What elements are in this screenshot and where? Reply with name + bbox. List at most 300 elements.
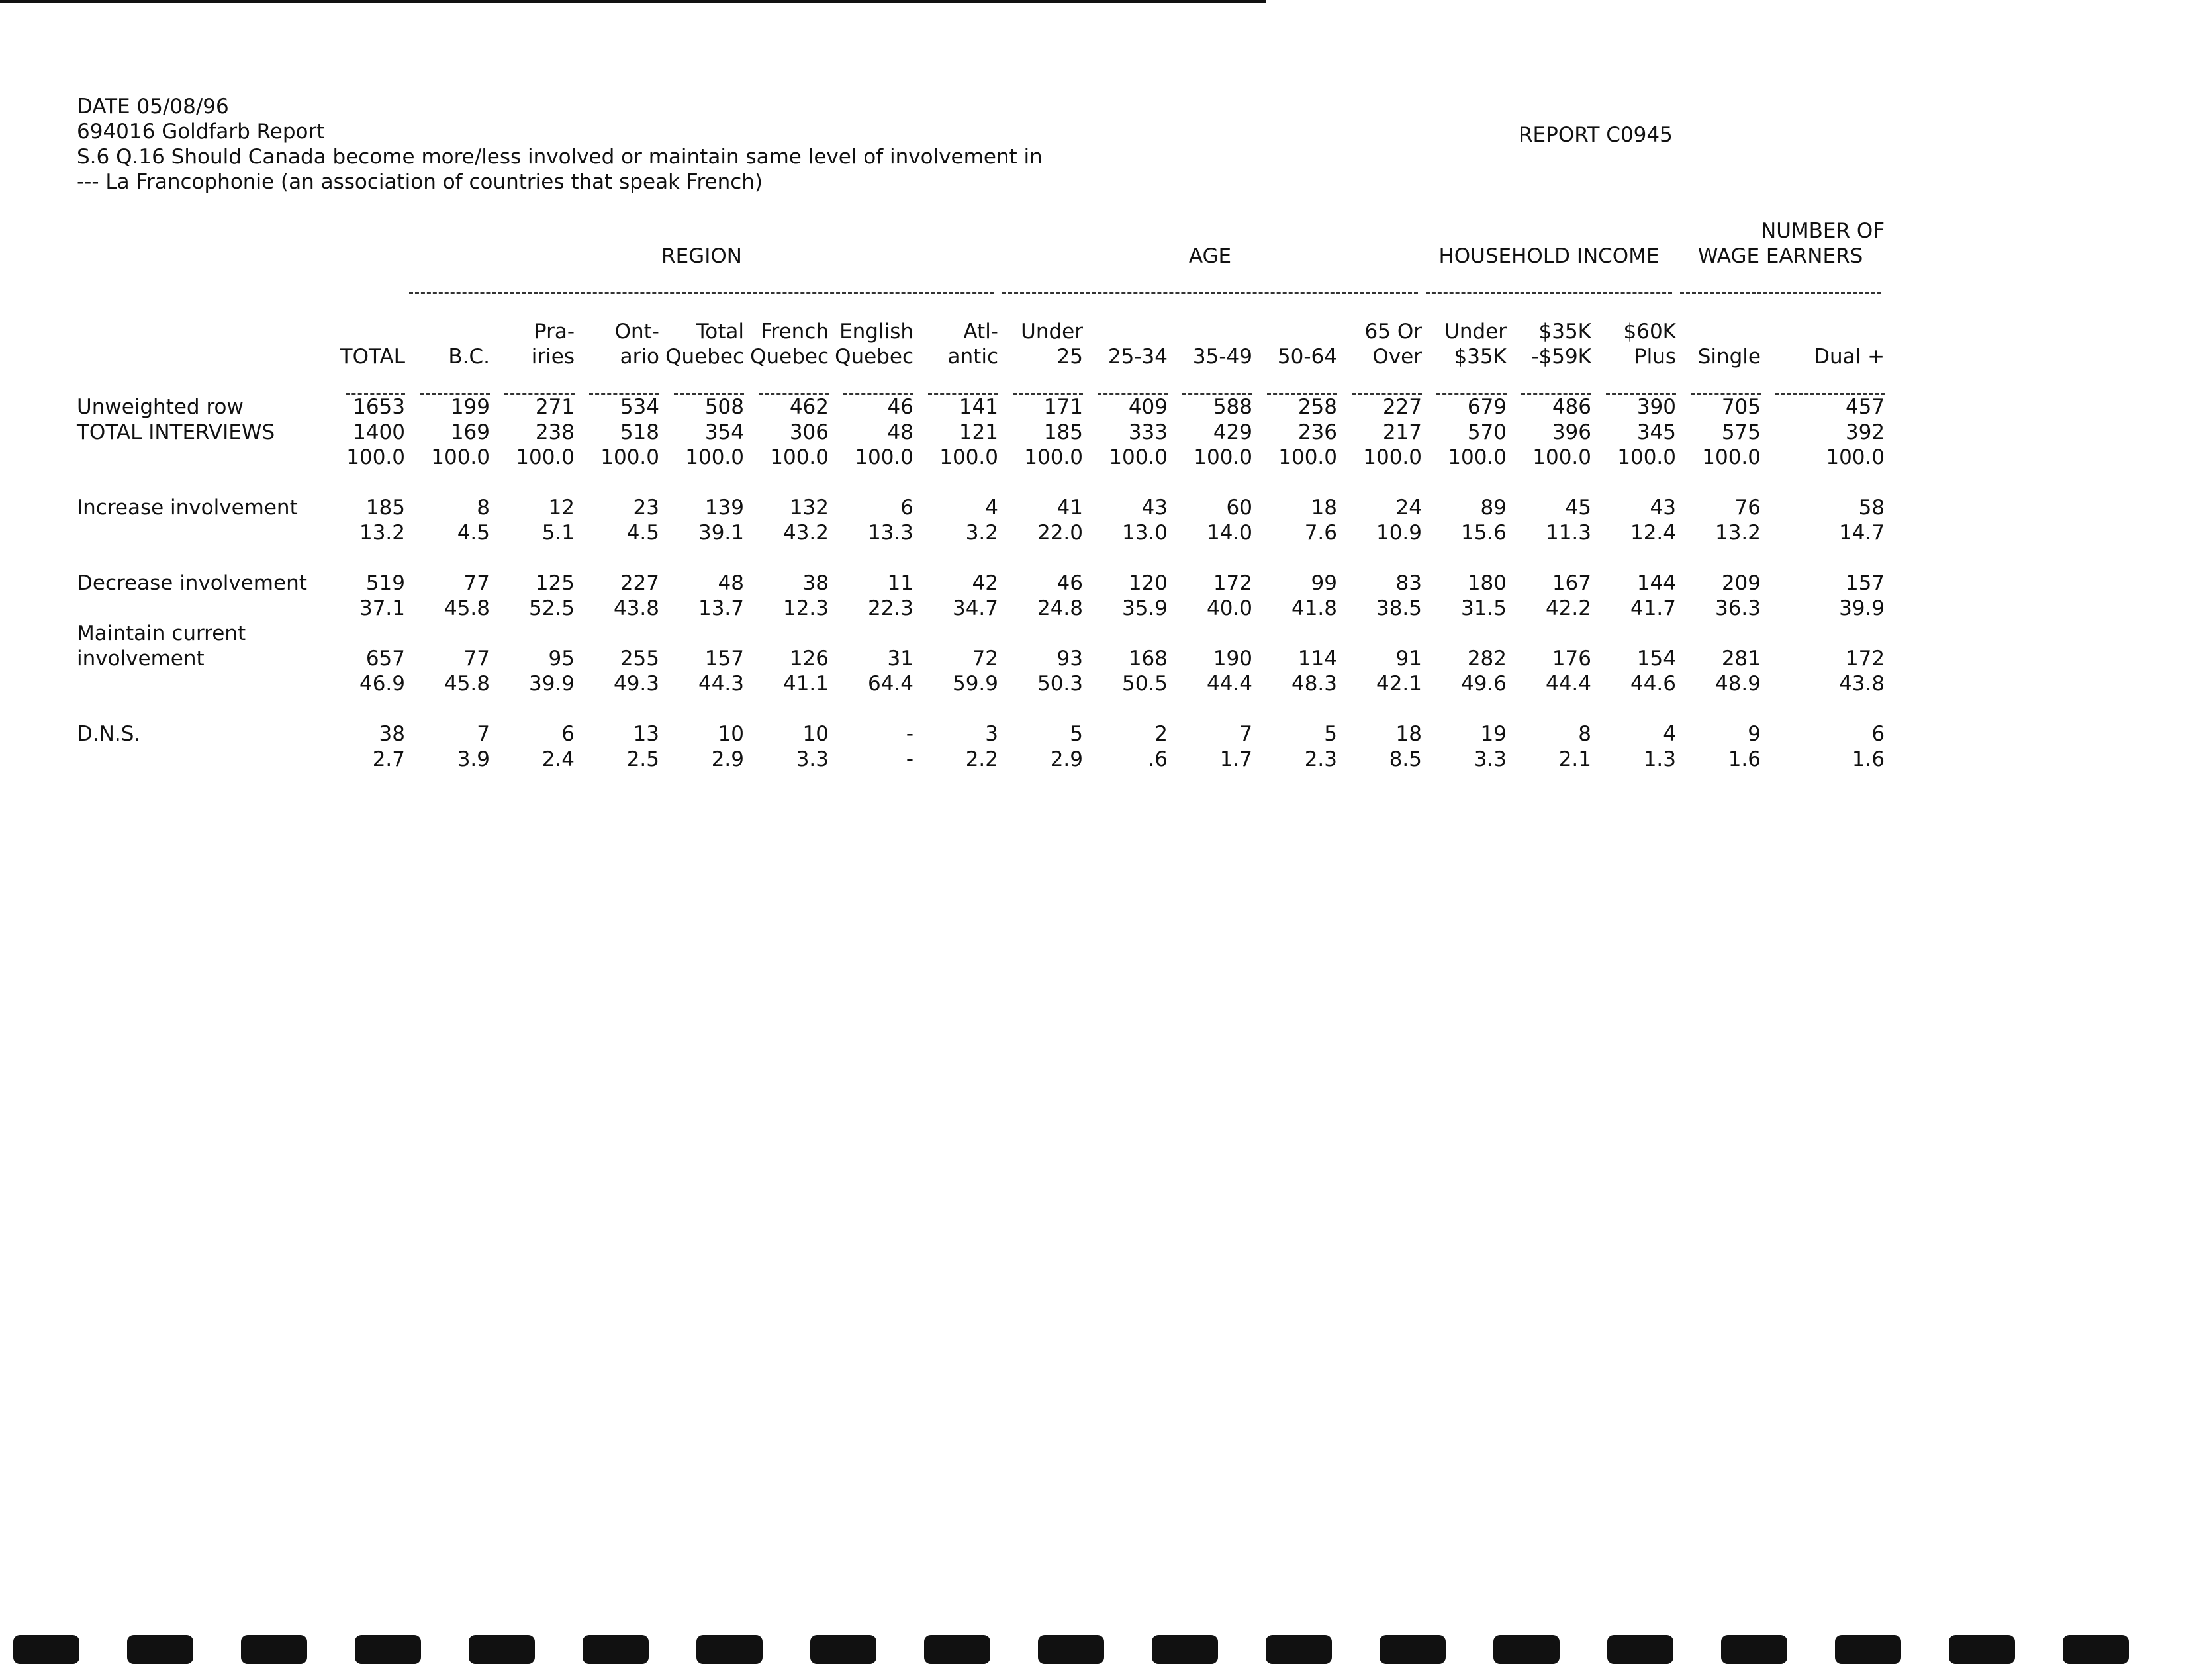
table-cell: 95 — [548, 647, 575, 671]
report-id: REPORT C0945 — [1519, 123, 1673, 147]
group-wage-earners-line2: WAGE EARNERS — [1697, 244, 1863, 268]
binding-mark — [13, 1635, 79, 1664]
table-cell: 76 — [1734, 496, 1761, 520]
table-cell: 91 — [1395, 647, 1422, 671]
table-cell: 48.9 — [1714, 672, 1761, 696]
table-cell: 679 — [1467, 395, 1507, 419]
table-cell: .6 — [1148, 747, 1168, 771]
column-header: $35K — [1538, 320, 1591, 344]
table-cell: 100.0 — [855, 445, 913, 469]
table-cell: 72 — [972, 647, 998, 671]
table-cell: 44.4 — [1206, 672, 1252, 696]
table-cell: 5.1 — [541, 521, 575, 545]
column-underline — [1252, 369, 1337, 395]
table-cell: 271 — [535, 395, 575, 419]
column-underline — [1676, 369, 1761, 395]
table-cell: 4 — [1663, 722, 1676, 746]
table-cell: 43 — [1141, 496, 1168, 520]
table-cell: 154 — [1636, 647, 1676, 671]
table-cell: 49.6 — [1460, 672, 1507, 696]
table-cell: 100.0 — [516, 445, 575, 469]
table-cell: 46 — [1056, 571, 1083, 595]
table-cell: 281 — [1721, 647, 1761, 671]
column-header: English — [839, 320, 913, 344]
table-cell: 534 — [620, 395, 659, 419]
binding-marks — [0, 1635, 2201, 1675]
table-cell: 64.4 — [867, 672, 913, 696]
row-label: Increase involvement — [77, 496, 298, 520]
table-cell: 23 — [633, 496, 659, 520]
table-cell: 2.5 — [626, 747, 659, 771]
table-cell: 2.3 — [1304, 747, 1337, 771]
table-cell: 11 — [887, 571, 913, 595]
table-cell: 176 — [1552, 647, 1591, 671]
table-cell: 10.9 — [1376, 521, 1422, 545]
table-cell: 199 — [450, 395, 490, 419]
table-cell: 19 — [1480, 722, 1507, 746]
binding-mark — [1721, 1635, 1787, 1664]
row-label: TOTAL INTERVIEWS — [77, 420, 275, 444]
table-cell: 45 — [1565, 496, 1591, 520]
table-cell: 7.6 — [1304, 521, 1337, 545]
table-cell: 100.0 — [1194, 445, 1252, 469]
table-cell: 38 — [802, 571, 829, 595]
table-cell: 486 — [1552, 395, 1591, 419]
table-cell: 46.9 — [359, 672, 405, 696]
report-date: DATE 05/08/96 — [77, 95, 229, 118]
column-header — [1083, 319, 1168, 344]
column-header: B.C. — [448, 345, 490, 369]
table-cell: 518 — [620, 420, 659, 444]
table-cell: 5 — [1324, 722, 1337, 746]
table-cell: 172 — [1213, 571, 1252, 595]
table-cell: 35.9 — [1121, 596, 1168, 620]
table-cell: 8.5 — [1389, 747, 1422, 771]
table-cell: 570 — [1467, 420, 1507, 444]
table-cell: 13.0 — [1121, 521, 1168, 545]
table-cell: 172 — [1845, 647, 1885, 671]
binding-mark — [1266, 1635, 1332, 1664]
table-cell: 43 — [1650, 496, 1676, 520]
column-header: Single — [1697, 345, 1761, 369]
table-cell: 8 — [477, 496, 490, 520]
table-cell: 508 — [704, 395, 744, 419]
table-cell: 132 — [789, 496, 829, 520]
project-title: 694016 Goldfarb Report — [77, 120, 325, 144]
table-cell: 238 — [535, 420, 575, 444]
table-cell: 43.8 — [613, 596, 659, 620]
table-cell: 12.3 — [782, 596, 829, 620]
table-cell: 167 — [1552, 571, 1591, 595]
column-header: 35-49 — [1192, 345, 1252, 369]
column-header: $35K — [1454, 345, 1507, 369]
table-cell: 42.2 — [1545, 596, 1591, 620]
table-cell: 6 — [900, 496, 913, 520]
table-cell: 48 — [718, 571, 744, 595]
table-cell: 43.2 — [782, 521, 829, 545]
table-cell: 5 — [1070, 722, 1083, 746]
table-cell: 44.3 — [698, 672, 744, 696]
table-cell: 93 — [1056, 647, 1083, 671]
table-cell: 185 — [365, 496, 405, 520]
crosstab-table — [77, 218, 1885, 772]
binding-mark — [127, 1635, 193, 1664]
table-cell: 657 — [365, 647, 405, 671]
column-underline — [998, 369, 1083, 395]
column-header: Total — [696, 320, 744, 344]
table-cell: 14.7 — [1839, 521, 1885, 545]
table-cell: 100.0 — [1024, 445, 1083, 469]
group-underline — [405, 269, 998, 294]
table-cell: - — [906, 747, 913, 771]
row-label — [77, 596, 331, 621]
table-cell: 77 — [463, 647, 490, 671]
table-cell: 157 — [1845, 571, 1885, 595]
table-cell: 100.0 — [1617, 445, 1676, 469]
table-cell: 7 — [1239, 722, 1252, 746]
question-line-2: --- La Francophonie (an association of countries that speak French) — [77, 170, 763, 194]
table-cell: 100.0 — [939, 445, 998, 469]
column-header — [1761, 319, 1885, 344]
column-underline — [744, 369, 829, 395]
column-header: TOTAL — [340, 345, 405, 369]
table-cell: 2.7 — [372, 747, 405, 771]
table-cell: 168 — [1128, 647, 1168, 671]
table-cell: 37.1 — [359, 596, 405, 620]
table-cell: 100.0 — [1448, 445, 1507, 469]
table-cell: 333 — [1128, 420, 1168, 444]
table-cell: 4.5 — [626, 521, 659, 545]
column-underline — [1337, 369, 1422, 395]
binding-mark — [2063, 1635, 2129, 1664]
binding-mark — [696, 1635, 763, 1664]
table-cell: 3 — [985, 722, 998, 746]
table-cell: 1.6 — [1851, 747, 1885, 771]
table-cell: 12 — [548, 496, 575, 520]
table-cell: 4.5 — [457, 521, 490, 545]
table-cell: 3.2 — [965, 521, 998, 545]
column-header — [1676, 319, 1761, 344]
table-cell: 588 — [1213, 395, 1252, 419]
column-header — [405, 319, 490, 344]
table-cell: 100.0 — [600, 445, 659, 469]
table-cell: 41.8 — [1291, 596, 1337, 620]
table-cell: 390 — [1636, 395, 1676, 419]
table-cell: 45.8 — [444, 672, 490, 696]
row-label: involvement — [77, 647, 205, 671]
binding-mark — [1380, 1635, 1446, 1664]
table-cell: 1400 — [353, 420, 405, 444]
column-header: -$59K — [1531, 345, 1591, 369]
table-cell: 38.5 — [1376, 596, 1422, 620]
column-header: ario — [620, 345, 659, 369]
column-header: 65 Or — [1364, 320, 1422, 344]
binding-mark — [1152, 1635, 1218, 1664]
table-cell: 83 — [1395, 571, 1422, 595]
table-cell: 60 — [1226, 496, 1252, 520]
table-cell: 100.0 — [1826, 445, 1885, 469]
table-cell: 24.8 — [1037, 596, 1083, 620]
table-cell: 141 — [959, 395, 998, 419]
table-cell: 38 — [379, 722, 405, 746]
table-cell: 31 — [887, 647, 913, 671]
table-cell: 157 — [704, 647, 744, 671]
table-cell: 1.6 — [1728, 747, 1761, 771]
table-cell: 306 — [789, 420, 829, 444]
table-cell: 4 — [985, 496, 998, 520]
column-underline — [575, 369, 659, 395]
table-cell: 14.0 — [1206, 521, 1252, 545]
column-header: 25 — [1056, 345, 1083, 369]
column-header — [331, 319, 405, 344]
column-header: antic — [947, 345, 998, 369]
column-underline — [1591, 369, 1676, 395]
table-cell: 10 — [802, 722, 829, 746]
table-cell: 39.9 — [1839, 596, 1885, 620]
table-cell: 44.4 — [1545, 672, 1591, 696]
column-header: 50-64 — [1277, 345, 1337, 369]
table-cell: 575 — [1721, 420, 1761, 444]
table-cell: 100.0 — [770, 445, 829, 469]
table-cell: 3.3 — [1474, 747, 1507, 771]
table-cell: 42 — [972, 571, 998, 595]
table-cell: 41 — [1056, 496, 1083, 520]
binding-mark — [1607, 1635, 1673, 1664]
table-cell: 1653 — [353, 395, 405, 419]
table-cell: 1.3 — [1643, 747, 1676, 771]
table-cell: 100.0 — [1109, 445, 1168, 469]
table-cell: 12.4 — [1630, 521, 1676, 545]
table-cell: 13.3 — [867, 521, 913, 545]
table-cell: 13.2 — [1714, 521, 1761, 545]
column-underline — [405, 369, 490, 395]
table-cell: 24 — [1395, 496, 1422, 520]
column-header: Plus — [1634, 345, 1676, 369]
column-header: Pra- — [534, 320, 575, 344]
column-header: Dual + — [1814, 345, 1885, 369]
table-cell: 100.0 — [1532, 445, 1591, 469]
table-cell: 48.3 — [1291, 672, 1337, 696]
table-cell: 462 — [789, 395, 829, 419]
table-cell: 100.0 — [431, 445, 490, 469]
table-cell: 18 — [1395, 722, 1422, 746]
table-cell: 15.6 — [1460, 521, 1507, 545]
table-cell: 392 — [1845, 420, 1885, 444]
table-cell: 52.5 — [528, 596, 575, 620]
column-header: Under — [1444, 320, 1507, 344]
group-household-income: HOUSEHOLD INCOME — [1438, 244, 1660, 268]
table-cell: 3.9 — [457, 747, 490, 771]
table-cell: 1.7 — [1219, 747, 1252, 771]
table-cell: 2.9 — [1050, 747, 1083, 771]
table-cell: 50.5 — [1121, 672, 1168, 696]
table-cell: 13.2 — [359, 521, 405, 545]
table-cell: 8 — [1578, 722, 1591, 746]
table-cell: 2.1 — [1558, 747, 1591, 771]
table-cell: 100.0 — [1702, 445, 1761, 469]
table-cell: 114 — [1297, 647, 1337, 671]
binding-mark — [1835, 1635, 1901, 1664]
binding-mark — [1949, 1635, 2015, 1664]
row-label — [77, 671, 331, 696]
table-cell: 13.7 — [698, 596, 744, 620]
table-cell: 100.0 — [685, 445, 744, 469]
table-cell: 48 — [887, 420, 913, 444]
table-cell: 126 — [789, 647, 829, 671]
table-cell: 2 — [1154, 722, 1168, 746]
table-cell: 125 — [535, 571, 575, 595]
table-cell: 99 — [1311, 571, 1337, 595]
table-cell: 705 — [1721, 395, 1761, 419]
binding-mark — [241, 1635, 307, 1664]
column-header: Ont- — [614, 320, 659, 344]
table-cell: 227 — [1382, 395, 1422, 419]
column-underline — [1761, 369, 1885, 395]
table-cell: 6 — [1871, 722, 1885, 746]
group-underline — [998, 269, 1422, 294]
group-wage-earners-line1: NUMBER OF — [1761, 219, 1885, 243]
column-header: Over — [1372, 345, 1422, 369]
table-cell: 258 — [1297, 395, 1337, 419]
table-cell: 50.3 — [1037, 672, 1083, 696]
table-cell: - — [906, 722, 913, 746]
table-cell: 41.1 — [782, 672, 829, 696]
table-cell: 44.6 — [1630, 672, 1676, 696]
row-label — [77, 445, 331, 470]
table-cell: 34.7 — [952, 596, 998, 620]
table-cell: 31.5 — [1460, 596, 1507, 620]
table-cell: 354 — [704, 420, 744, 444]
table-cell: 282 — [1467, 647, 1507, 671]
table-cell: 58 — [1858, 496, 1885, 520]
table-cell: 9 — [1748, 722, 1761, 746]
column-header: iries — [531, 345, 575, 369]
table-cell: 42.1 — [1376, 672, 1422, 696]
column-header: Atl- — [963, 320, 998, 344]
table-cell: 13 — [633, 722, 659, 746]
table-cell: 345 — [1636, 420, 1676, 444]
column-underline — [1083, 369, 1168, 395]
binding-mark — [583, 1635, 649, 1664]
table-cell: 169 — [450, 420, 490, 444]
table-cell: 121 — [959, 420, 998, 444]
table-cell: 2.4 — [541, 747, 575, 771]
question-line-1: S.6 Q.16 Should Canada become more/less involved or maintain same level of involvement in — [77, 145, 1043, 169]
table-cell: 139 — [704, 496, 744, 520]
table-cell: 3.3 — [796, 747, 829, 771]
table-cell: 18 — [1311, 496, 1337, 520]
column-header: 25-34 — [1107, 345, 1168, 369]
row-label: D.N.S. — [77, 722, 141, 746]
table-cell: 89 — [1480, 496, 1507, 520]
group-age: AGE — [1188, 244, 1232, 268]
binding-mark — [1493, 1635, 1560, 1664]
column-underline — [331, 369, 405, 395]
table-cell: 100.0 — [1363, 445, 1422, 469]
binding-mark — [469, 1635, 535, 1664]
table-cell: 236 — [1297, 420, 1337, 444]
table-cell: 36.3 — [1714, 596, 1761, 620]
table-cell: 7 — [477, 722, 490, 746]
table-cell: 39.9 — [528, 672, 575, 696]
column-header: Quebec — [750, 345, 829, 369]
table-cell: 10 — [718, 722, 744, 746]
table-cell: 144 — [1636, 571, 1676, 595]
row-label: Decrease involvement — [77, 571, 307, 595]
table-cell: 100.0 — [1278, 445, 1337, 469]
table-cell: 409 — [1128, 395, 1168, 419]
table-cell: 22.3 — [867, 596, 913, 620]
column-underline — [1422, 369, 1507, 395]
table-cell: 59.9 — [952, 672, 998, 696]
column-underline — [1168, 369, 1252, 395]
column-header: Quebec — [835, 345, 913, 369]
row-label — [77, 520, 331, 545]
table-cell: 22.0 — [1037, 521, 1083, 545]
table-cell: 6 — [561, 722, 575, 746]
column-header — [1252, 319, 1337, 344]
column-underline — [659, 369, 744, 395]
table-cell: 185 — [1043, 420, 1083, 444]
row-label: Unweighted row — [77, 395, 244, 419]
table-cell: 457 — [1845, 395, 1885, 419]
table-cell: 217 — [1382, 420, 1422, 444]
table-cell: 519 — [365, 571, 405, 595]
binding-mark — [1038, 1635, 1104, 1664]
table-cell: 100.0 — [346, 445, 405, 469]
table-cell: 396 — [1552, 420, 1591, 444]
table-cell: 227 — [620, 571, 659, 595]
column-underline — [829, 369, 913, 395]
table-cell: 180 — [1467, 571, 1507, 595]
column-header — [1168, 319, 1252, 344]
table-cell: 2.2 — [965, 747, 998, 771]
column-underline — [1507, 369, 1591, 395]
table-cell: 429 — [1213, 420, 1252, 444]
binding-mark — [810, 1635, 876, 1664]
table-cell: 209 — [1721, 571, 1761, 595]
table-cell: 171 — [1043, 395, 1083, 419]
column-header: French — [760, 320, 829, 344]
column-underline — [913, 369, 998, 395]
group-underline — [1676, 269, 1885, 294]
top-border-line — [0, 0, 1266, 3]
binding-mark — [924, 1635, 990, 1664]
table-cell: 120 — [1128, 571, 1168, 595]
column-header: Under — [1021, 320, 1083, 344]
column-header: $60K — [1623, 320, 1676, 344]
column-underline — [490, 369, 575, 395]
table-cell: 39.1 — [698, 521, 744, 545]
table-cell: 40.0 — [1206, 596, 1252, 620]
table-cell: 41.7 — [1630, 596, 1676, 620]
table-cell: 11.3 — [1545, 521, 1591, 545]
group-region: REGION — [661, 244, 742, 268]
group-underline — [1422, 269, 1676, 294]
table-cell: 46 — [887, 395, 913, 419]
table-cell: 255 — [620, 647, 659, 671]
row-label — [77, 747, 331, 772]
row-label: Maintain current — [77, 622, 246, 645]
table-cell: 43.8 — [1839, 672, 1885, 696]
column-header: Quebec — [665, 345, 744, 369]
table-cell: 49.3 — [613, 672, 659, 696]
table-cell: 45.8 — [444, 596, 490, 620]
table-cell: 190 — [1213, 647, 1252, 671]
table-cell: 2.9 — [711, 747, 744, 771]
binding-mark — [355, 1635, 421, 1664]
table-cell: 77 — [463, 571, 490, 595]
